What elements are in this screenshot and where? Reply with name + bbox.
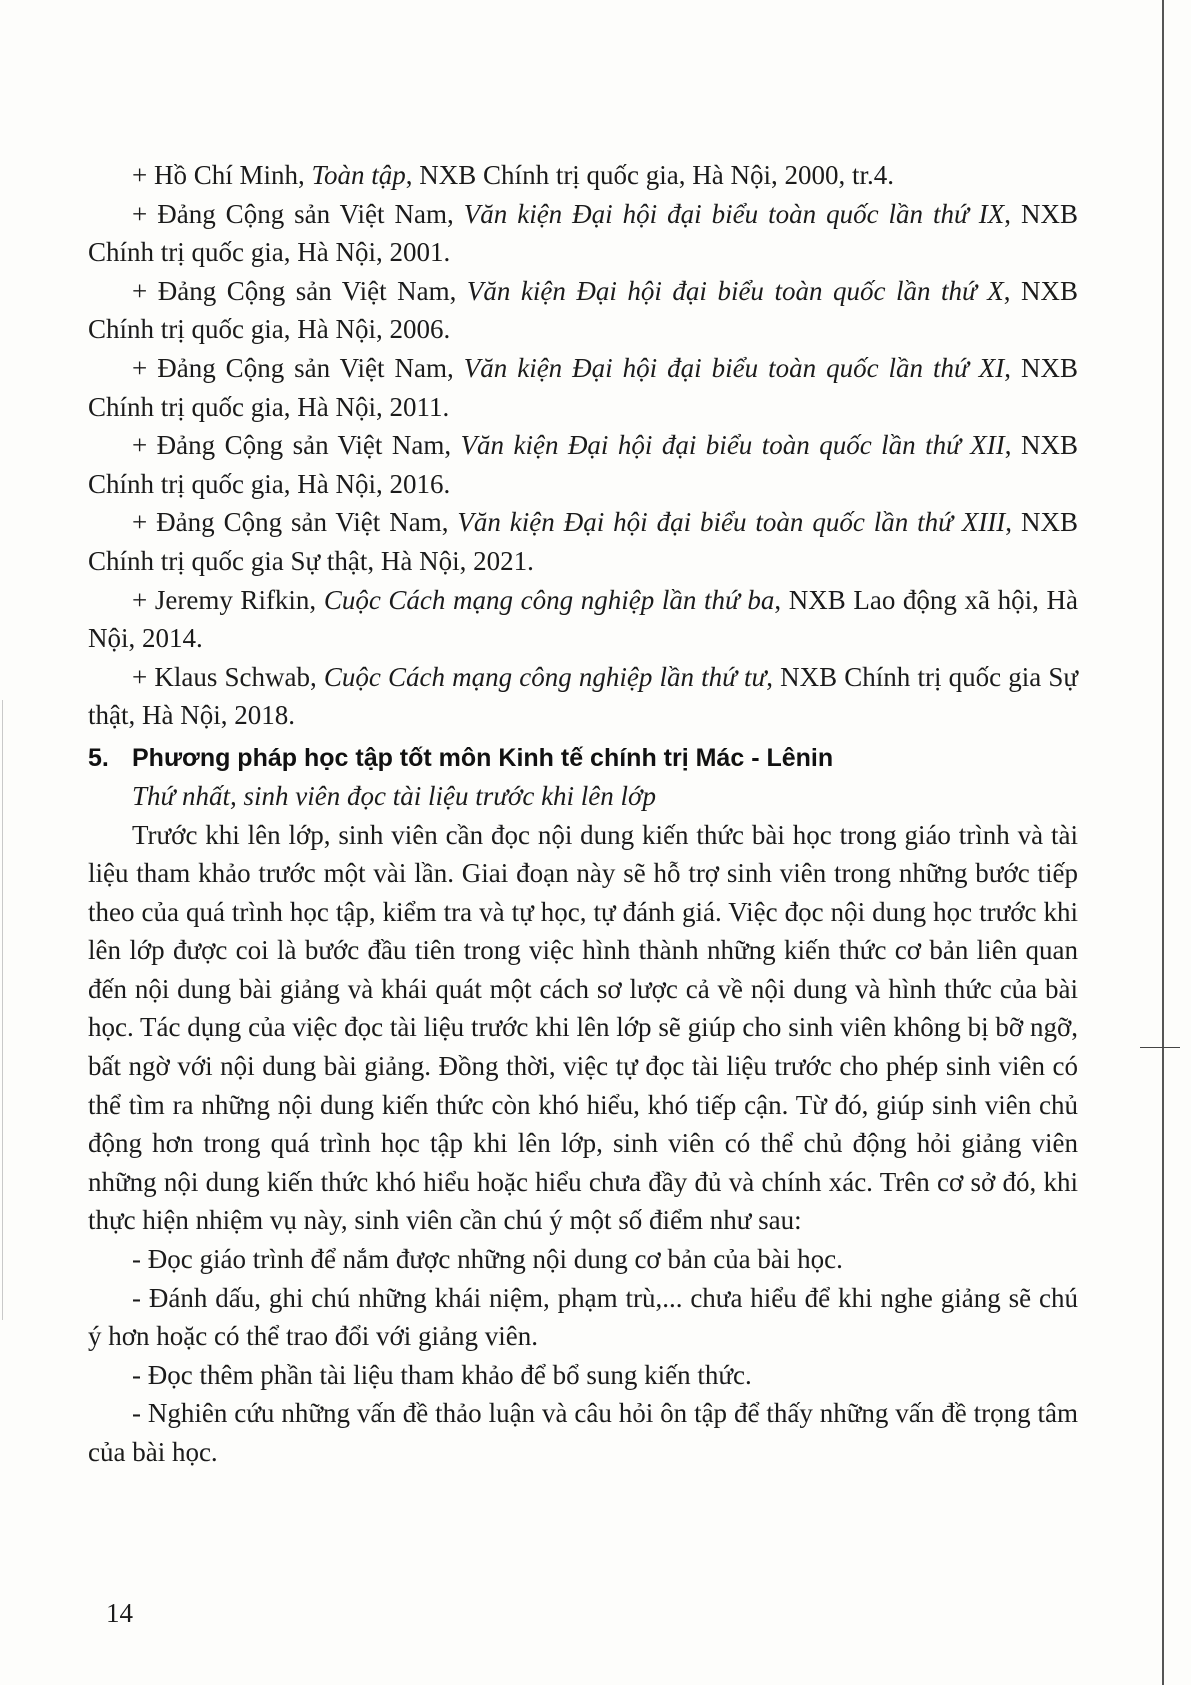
bullet-item: - Đánh dấu, ghi chú những khái niệm, phạm trù,... chưa hiểu để khi nghe giảng sẽ chú ý hơn hoặc có thể trao đổi với giảng viên. — [88, 1282, 1078, 1352]
page-number: 14 — [106, 1598, 133, 1628]
reference-title: Văn kiện Đại hội đại biểu toàn quốc lần thứ XI — [463, 352, 1005, 383]
reference-item: + Đảng Cộng sản Việt Nam, Văn kiện Đại hội đại biểu toàn quốc lần thứ XIII, NXB Chính trị quốc gia Sự thật, Hà Nội, 2021. — [88, 507, 1078, 576]
reference-title: Văn kiện Đại hội đại biểu toàn quốc lần thứ XIII — [457, 507, 1006, 538]
reference-item: + Hồ Chí Minh, Toàn tập, NXB Chính trị quốc gia, Hà Nội, 2000, tr.4. — [132, 160, 895, 190]
page-edge-tick — [1140, 1047, 1180, 1048]
reference-item: + Đảng Cộng sản Việt Nam, Văn kiện Đại hội đại biểu toàn quốc lần thứ IX, NXB Chính trị quốc gia, Hà Nội, 2001. — [88, 198, 1078, 268]
bullet-item: - Đọc giáo trình để nắm được những nội dung cơ bản của bài học. — [132, 1244, 843, 1275]
reference-title: Văn kiện Đại hội đại biểu toàn quốc lần thứ X — [466, 275, 1004, 306]
reference-item: + Đảng Cộng sản Việt Nam, Văn kiện Đại hội đại biểu toàn quốc lần thứ XII, NXB Chính trị quốc gia, Hà Nội, 2016. — [88, 430, 1078, 499]
body-paragraph: Trước khi lên lớp, sinh viên cần đọc nội dung kiến thức bài học trong giáo trình và tài liệu tham khảo trước một vài lần. Giai đoạn này sẽ hỗ trợ sinh viên trong những bước tiếp theo của quá trình học tập, kiểm tra và tự học, tự đánh giá. Việc đọc nội dung học trước khi lên lớp được coi là bước đầu tiên trong việc hình thành những kiến thức cơ bản liên quan đến nội dung bài giảng và khái quát một cách sơ lược cả về nội dung và hình thức của bài học. Tác dụng của việc đọc tài liệu trước khi lên lớp sẽ giúp cho sinh viên không bị bỡ ngỡ, bất ngờ với nội dung bài giảng. Đồng thời, việc tự đọc tài liệu trước cho phép sinh viên có thể tìm ra những nội dung kiến thức còn khó hiểu, khó tiếp cận. Từ đó, giúp sinh viên chủ động hơn trong quá trình học tập khi lên lớp, sinh viên có thể chủ động hỏi giảng viên những nội dung kiến thức khó hiểu hoặc hiểu chưa đầy đủ và chính xác. Trên cơ sở đó, khi thực hiện nhiệm vụ này, sinh viên cần chú ý một số điểm như sau: — [88, 819, 1078, 1236]
bullet-item: - Nghiên cứu những vấn đề thảo luận và câu hỏi ôn tập để thấy những vấn đề trọng tâm của bài học. — [88, 1398, 1078, 1467]
reference-item: + Jeremy Rifkin, Cuộc Cách mạng công nghiệp lần thứ ba, NXB Lao động xã hội, Hà Nội, 2014. — [88, 584, 1079, 654]
reference-item: + Klaus Schwab, Cuộc Cách mạng công nghiệp lần thứ tư, NXB Chính trị quốc gia Sự thật, Hà Nội, 2018. — [88, 661, 1078, 731]
reference-title: Văn kiện Đại hội đại biểu toàn quốc lần thứ IX — [463, 198, 1005, 229]
scan-edge-line — [2, 700, 3, 1320]
section-number: 5. — [88, 743, 109, 772]
page-edge-line — [1162, 0, 1164, 1685]
bullet-list — [88, 1240, 1078, 1472]
bullet-item: - Đọc thêm phần tài liệu tham khảo để bổ sung kiến thức. — [132, 1359, 752, 1390]
reference-list — [88, 156, 1078, 735]
reference-title: Văn kiện Đại hội đại biểu toàn quốc lần thứ XII — [460, 430, 1005, 461]
reference-item: + Đảng Cộng sản Việt Nam, Văn kiện Đại hội đại biểu toàn quốc lần thứ X, NXB Chính trị quốc gia, Hà Nội, 2006. — [88, 275, 1078, 345]
section-heading — [88, 739, 1078, 777]
reference-title: Cuộc Cách mạng công nghiệp lần thứ tư — [323, 661, 767, 692]
section-title: Phương pháp học tập tốt môn Kinh tế chính trị Mác - Lênin — [132, 743, 834, 772]
page-content — [88, 156, 1078, 1472]
reference-title: Toàn tập — [311, 160, 406, 190]
reference-title: Cuộc Cách mạng công nghiệp lần thứ ba — [323, 584, 775, 615]
reference-item: + Đảng Cộng sản Việt Nam, Văn kiện Đại hội đại biểu toàn quốc lần thứ XI, NXB Chính trị quốc gia, Hà Nội, 2011. — [88, 352, 1078, 422]
section-subtitle: Thứ nhất, sinh viên đọc tài liệu trước khi lên lớp — [132, 780, 656, 811]
